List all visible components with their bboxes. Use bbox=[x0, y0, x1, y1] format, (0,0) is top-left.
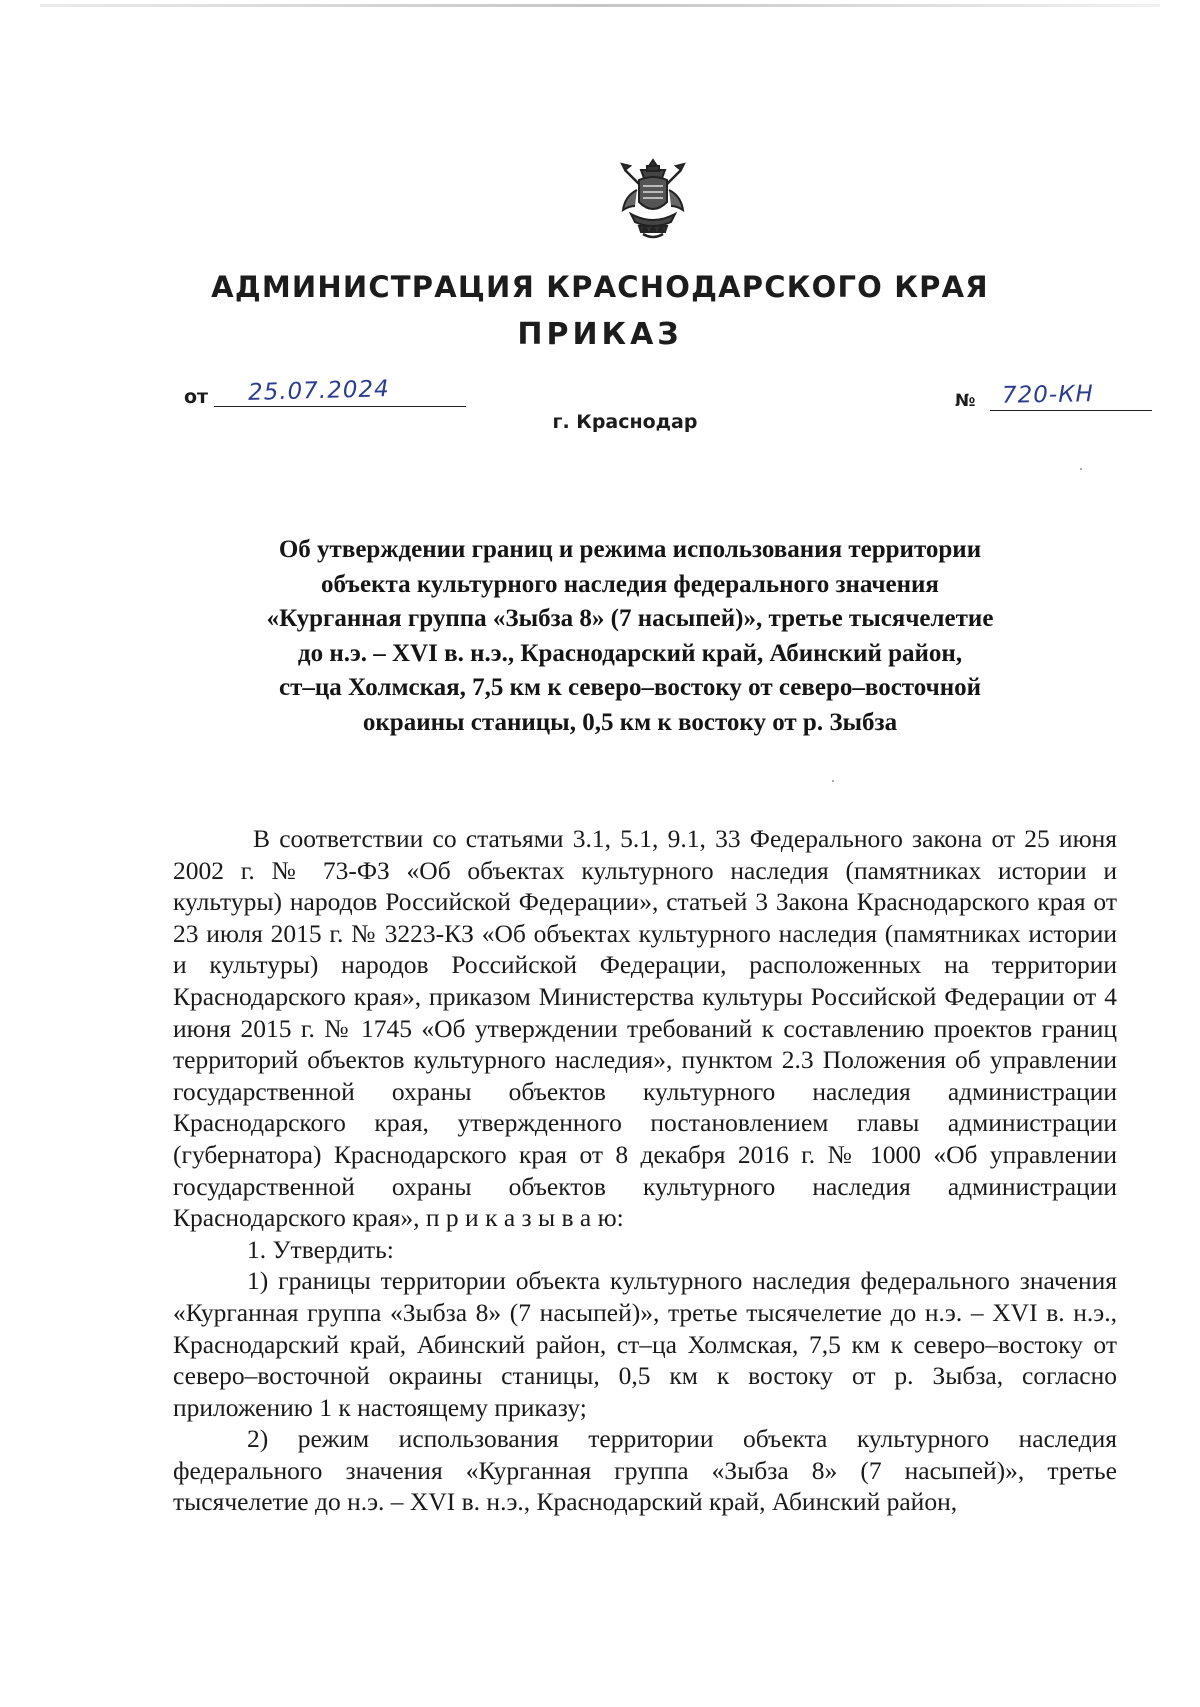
order-title bbox=[190, 533, 1070, 741]
title-line: ст–ца Холмская, 7,5 км к северо–востоку от северо–восточной bbox=[278, 674, 982, 702]
preamble-paragraph bbox=[173, 823, 1117, 1234]
order-body bbox=[173, 823, 1117, 1518]
scan-edge-shadow bbox=[40, 4, 1160, 7]
subitem-1: 1) границы территории объекта культурного наследия федерального значения «Курганная группа «Зыбза 8» (7 насыпей)», третье тысячелетие до н.э. – XVI в. н.э., Краснодарский край, Абинский район, ст–ца Холмская, 7,5 км к северо–востоку от северо–восточной окраины станицы, 0,5 км к востоку от р. Зыбза, согласно приложению 1 к настоящему приказу; bbox=[173, 1266, 1117, 1422]
city-line: г. Краснодар bbox=[552, 411, 698, 433]
preamble-text: В соответствии со статьями 3.1, 5.1, 9.1, 33 Федерального закона от 25 июня 2002 г. № 73-ФЗ «Об объектах культурного наследия (памятниках истории и культуры) народов Российской Федерации», статьей 3 Закона Краснодарского края от 23 июля 2015 г. № 3223-КЗ «Об объектах культурного наследия (памятниках истории и культуры) народов Российской Федерации, расположенных на территории Краснодарского края», приказом Министерства культуры Российской Федерации от 4 июня 2015 г. № 1745 «Об утверждении требований к составлению проектов границ территорий объектов культурного наследия», пунктом 2.3 Положения об управлении государственной охраны объектов культурного наследия администрации Краснодарского края, утвержденного постановлением главы администрации (губернатора) Краснодарского края от 8 декабря 2016 г. № 1000 «Об управлении государственной охраны объектов культурного наследия администрации Краснодарского края», bbox=[173, 824, 1117, 1233]
subitem-2: 2) режим использования территории объекта культурного наследия федерального значения «Курганная группа «Зыбза 8» (7 насыпей)», третье тысячелетие до н.э. – XVI в. н.э., Краснодарский край, Абинский район, bbox=[173, 1424, 1117, 1517]
title-line: до н.э. – XVI в. н.э., Краснодарский край, Абинский район, bbox=[297, 639, 963, 667]
title-line: объекта культурного наследия федерального значения bbox=[321, 570, 939, 598]
coat-of-arms-icon bbox=[617, 156, 689, 242]
document-type: ПРИКАЗ bbox=[517, 317, 683, 352]
scan-speck bbox=[1080, 468, 1082, 470]
title-line: «Курганная группа «Зыбза 8» (7 насыпей)», третье тысячелетие bbox=[266, 605, 994, 633]
title-line: окраины станицы, 0,5 км к востоку от р. Зыбза bbox=[362, 708, 898, 736]
handwritten-number: 720-КН bbox=[1001, 381, 1095, 409]
number-underline bbox=[990, 410, 1152, 411]
handwritten-date: 25.07.2024 bbox=[247, 376, 391, 406]
organization-name: АДМИНИСТРАЦИЯ КРАСНОДАРСКОГО КРАЯ bbox=[211, 270, 989, 304]
title-line: Об утверждении границ и режима использования территории bbox=[278, 536, 982, 563]
date-prefix: от bbox=[184, 386, 209, 408]
date-underline bbox=[214, 406, 466, 407]
order-word: п р и к а з ы в а ю: bbox=[425, 1203, 624, 1233]
item-1: 1. Утвердить: bbox=[247, 1234, 394, 1264]
number-prefix: № bbox=[955, 391, 976, 411]
scan-speck bbox=[832, 780, 834, 782]
